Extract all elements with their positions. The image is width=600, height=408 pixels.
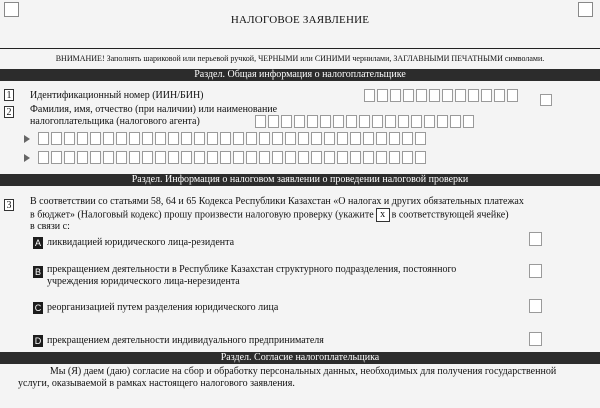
name-label-line1: Фамилия, имя, отчество (при наличии) или наименование <box>30 104 278 115</box>
character-cell[interactable] <box>285 132 296 145</box>
corner-marker-right <box>578 2 593 17</box>
name-input-row-1[interactable] <box>255 115 474 128</box>
iin-bin-label: Идентификационный номер (ИИН/БИН) <box>30 90 204 101</box>
character-cell[interactable] <box>372 115 383 128</box>
character-cell[interactable] <box>411 115 422 128</box>
character-cell[interactable] <box>116 132 127 145</box>
character-cell[interactable] <box>390 89 401 102</box>
character-cell[interactable] <box>268 115 279 128</box>
character-cell[interactable] <box>168 132 179 145</box>
character-cell[interactable] <box>385 115 396 128</box>
character-cell[interactable] <box>64 132 75 145</box>
character-cell[interactable] <box>350 132 361 145</box>
character-cell[interactable] <box>194 132 205 145</box>
field-number-2: 2 <box>4 106 14 118</box>
character-cell[interactable] <box>207 151 218 164</box>
character-cell[interactable] <box>346 115 357 128</box>
option-d-text: прекращением деятельности индивидуального предпринимателя <box>47 335 324 346</box>
character-cell[interactable] <box>416 89 427 102</box>
character-cell[interactable] <box>103 132 114 145</box>
audit-request-line2-text: в бюджет» (Налоговый кодекс) прошу произвести налоговую проверку (укажите <box>30 209 374 221</box>
character-cell[interactable] <box>281 115 292 128</box>
option-a-text: ликвидацией юридического лица-резидента <box>47 237 235 248</box>
character-cell[interactable] <box>207 132 218 145</box>
character-cell[interactable] <box>333 115 344 128</box>
name-input-row-3[interactable] <box>38 151 426 164</box>
fill-instructions: ВНИМАНИЕ! Заполнять шариковой или перьевой ручкой, ЧЕРНЫМИ или СИНИМИ чернилами, ЗАГЛАВНЫМИ ПЕЧАТНЫМИ символами. <box>55 54 545 63</box>
section-audit-info-header: Раздел. Информация о налоговом заявлении о проведении налоговой проверки <box>0 174 600 186</box>
character-cell[interactable] <box>320 115 331 128</box>
character-cell[interactable] <box>450 115 461 128</box>
character-cell[interactable] <box>255 115 266 128</box>
option-c-checkbox[interactable] <box>529 299 542 313</box>
audit-request-line2-suffix: в соответствующей ячейке) <box>391 209 509 221</box>
character-cell[interactable] <box>142 151 153 164</box>
character-cell[interactable] <box>402 151 413 164</box>
character-cell[interactable] <box>103 151 114 164</box>
character-cell[interactable] <box>481 89 492 102</box>
mark-sample: x <box>376 208 390 222</box>
corner-marker-left <box>4 2 19 17</box>
character-cell[interactable] <box>307 115 318 128</box>
character-cell[interactable] <box>51 151 62 164</box>
character-cell[interactable] <box>155 151 166 164</box>
character-cell[interactable] <box>64 151 75 164</box>
field-number-1: 1 <box>4 89 14 101</box>
character-cell[interactable] <box>311 151 322 164</box>
section-consent-header: Раздел. Согласие налогоплательщика <box>0 352 600 364</box>
character-cell[interactable] <box>429 89 440 102</box>
option-b-text-line2: учреждения юридического лица-нерезидента <box>47 276 240 287</box>
character-cell[interactable] <box>181 151 192 164</box>
character-cell[interactable] <box>155 132 166 145</box>
option-a-letter: A <box>34 238 41 248</box>
character-cell[interactable] <box>337 151 348 164</box>
character-cell[interactable] <box>272 151 283 164</box>
character-cell[interactable] <box>233 132 244 145</box>
character-cell[interactable] <box>246 132 257 145</box>
character-cell[interactable] <box>194 151 205 164</box>
character-cell[interactable] <box>90 132 101 145</box>
character-cell[interactable] <box>298 151 309 164</box>
character-cell[interactable] <box>377 89 388 102</box>
character-cell[interactable] <box>507 89 518 102</box>
character-cell[interactable] <box>424 115 435 128</box>
character-cell[interactable] <box>363 151 374 164</box>
section-general-info-header: Раздел. Общая информация о налогоплательщике <box>0 69 600 81</box>
character-cell[interactable] <box>220 132 231 145</box>
character-cell[interactable] <box>359 115 370 128</box>
header-divider <box>0 48 600 49</box>
character-cell[interactable] <box>51 132 62 145</box>
character-cell[interactable] <box>272 132 283 145</box>
character-cell[interactable] <box>294 115 305 128</box>
character-cell[interactable] <box>324 132 335 145</box>
character-cell[interactable] <box>403 89 414 102</box>
character-cell[interactable] <box>324 151 335 164</box>
option-b-letter: B <box>34 267 41 277</box>
character-cell[interactable] <box>363 132 374 145</box>
option-b-text-line1: прекращением деятельности в Республике Казахстан структурного подразделения, постоянного <box>47 264 457 275</box>
character-cell[interactable] <box>259 132 270 145</box>
character-cell[interactable] <box>246 151 257 164</box>
arrow-right-icon <box>24 154 30 162</box>
character-cell[interactable] <box>389 151 400 164</box>
character-cell[interactable] <box>233 151 244 164</box>
character-cell[interactable] <box>415 151 426 164</box>
character-cell[interactable] <box>376 132 387 145</box>
name-label-line2: налогоплательщика (налогового агента) <box>30 116 200 127</box>
character-cell[interactable] <box>437 115 448 128</box>
character-cell[interactable] <box>38 151 49 164</box>
character-cell[interactable] <box>77 132 88 145</box>
character-cell[interactable] <box>494 89 505 102</box>
option-d-checkbox[interactable] <box>529 332 542 346</box>
character-cell[interactable] <box>398 115 409 128</box>
character-cell[interactable] <box>77 151 88 164</box>
option-c-letter: C <box>34 303 42 313</box>
character-cell[interactable] <box>168 151 179 164</box>
option-c-text: реорганизацией путем разделения юридического лица <box>47 302 279 313</box>
option-d-letter: D <box>34 336 42 346</box>
audit-request-line3: в связи с: <box>30 221 70 232</box>
character-cell[interactable] <box>285 151 296 164</box>
audit-request-line2 <box>30 208 509 222</box>
character-cell[interactable] <box>298 132 309 145</box>
character-cell[interactable] <box>129 132 140 145</box>
character-cell[interactable] <box>364 89 375 102</box>
character-cell[interactable] <box>337 132 348 145</box>
iin-bin-check-cell[interactable] <box>540 94 552 106</box>
character-cell[interactable] <box>442 89 453 102</box>
option-a-checkbox[interactable] <box>529 232 542 246</box>
character-cell[interactable] <box>220 151 231 164</box>
character-cell[interactable] <box>402 132 413 145</box>
option-b-checkbox[interactable] <box>529 264 542 278</box>
consent-line2: услуги, оказываемой в рамках настоящего налогового заявления. <box>18 378 295 389</box>
character-cell[interactable] <box>376 151 387 164</box>
arrow-right-icon <box>24 135 30 143</box>
iin-bin-input[interactable] <box>364 89 518 102</box>
character-cell[interactable] <box>455 89 466 102</box>
audit-request-line1: В соответствии со статьями 58, 64 и 65 Кодекса Республики Казахстан «О налогах и других обязательных платежах <box>30 196 524 207</box>
character-cell[interactable] <box>38 132 49 145</box>
character-cell[interactable] <box>129 151 140 164</box>
character-cell[interactable] <box>350 151 361 164</box>
consent-text <box>18 366 588 390</box>
character-cell[interactable] <box>311 132 322 145</box>
character-cell[interactable] <box>468 89 479 102</box>
character-cell[interactable] <box>463 115 474 128</box>
page-title: НАЛОГОВОЕ ЗАЯВЛЕНИЕ <box>230 14 370 26</box>
consent-line1: Мы (Я) даем (даю) согласие на сбор и обработку персональных данных, необходимых для получения государственной <box>49 366 557 377</box>
character-cell[interactable] <box>90 151 101 164</box>
character-cell[interactable] <box>116 151 127 164</box>
field-number-3: 3 <box>4 199 14 211</box>
character-cell[interactable] <box>259 151 270 164</box>
character-cell[interactable] <box>415 132 426 145</box>
character-cell[interactable] <box>389 132 400 145</box>
character-cell[interactable] <box>181 132 192 145</box>
name-input-row-2[interactable] <box>38 132 426 145</box>
character-cell[interactable] <box>142 132 153 145</box>
